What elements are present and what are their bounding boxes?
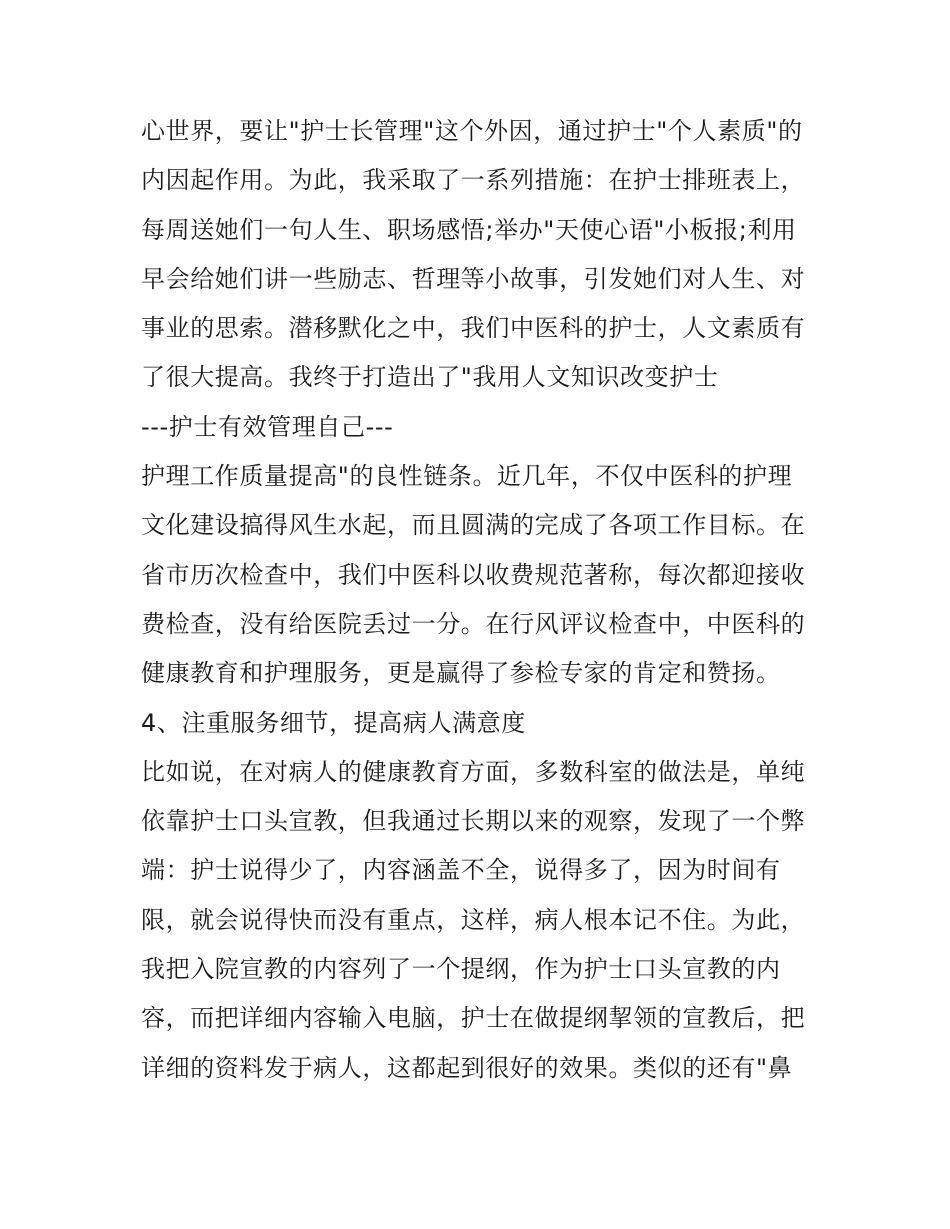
text-line: 我把入院宣教的内容列了一个提纲，作为护士口头宣教的内 — [141, 955, 781, 984]
section-heading: 4、注重服务细节，提高病人满意度 — [141, 708, 526, 737]
text-line: 比如说，在对病人的健康教育方面，多数科室的做法是，单纯 — [141, 757, 806, 786]
text-line: 了很大提高。我终于打造出了"我用人文知识改变护士 — [141, 363, 719, 392]
text-line: 健康教育和护理服务，更是赢得了参检专家的肯定和赞扬。 — [141, 659, 781, 688]
text-line: 容，而把详细内容输入电脑，护士在做提纲挈领的宣教后，把 — [141, 1004, 806, 1033]
body-text — [141, 107, 821, 1093]
text-line: 护理工作质量提高"的良性链条。近几年，不仅中医科的护理 — [141, 462, 793, 491]
text-line: 省市历次检查中，我们中医科以收费规范著称，每次都迎接收 — [141, 560, 806, 589]
text-line: 心世界，要让"护士长管理"这个外因，通过护士"个人素质"的 — [141, 117, 803, 145]
text-line: 文化建设搞得风生水起，而且圆满的完成了各项工作目标。在 — [141, 511, 806, 540]
text-line: 端：护士说得少了，内容涵盖不全，说得多了，因为时间有 — [141, 856, 781, 885]
text-line: 限，就会说得快而没有重点，这样，病人根本记不住。为此， — [141, 905, 806, 934]
text-line: 内因起作用。为此，我采取了一系列措施：在护士排班表上， — [141, 166, 806, 195]
text-line: 费检查，没有给医院丢过一分。在行风评议检查中，中医科的 — [141, 609, 806, 638]
text-line: 依靠护士口头宣教，但我通过长期以来的观察，发现了一个弊 — [141, 807, 806, 836]
text-line: 事业的思索。潜移默化之中，我们中医科的护士，人文素质有 — [141, 314, 806, 343]
text-line: 早会给她们讲一些励志、哲理等小故事，引发她们对人生、对 — [141, 264, 806, 293]
text-line: 每周送她们一句人生、职场感悟;举办"天使心语"小板报;利用 — [141, 215, 797, 244]
text-line: 详细的资料发于病人，这都起到很好的效果。类似的还有"鼻 — [141, 1053, 793, 1082]
text-line: ---护士有效管理自己--- — [141, 412, 394, 441]
